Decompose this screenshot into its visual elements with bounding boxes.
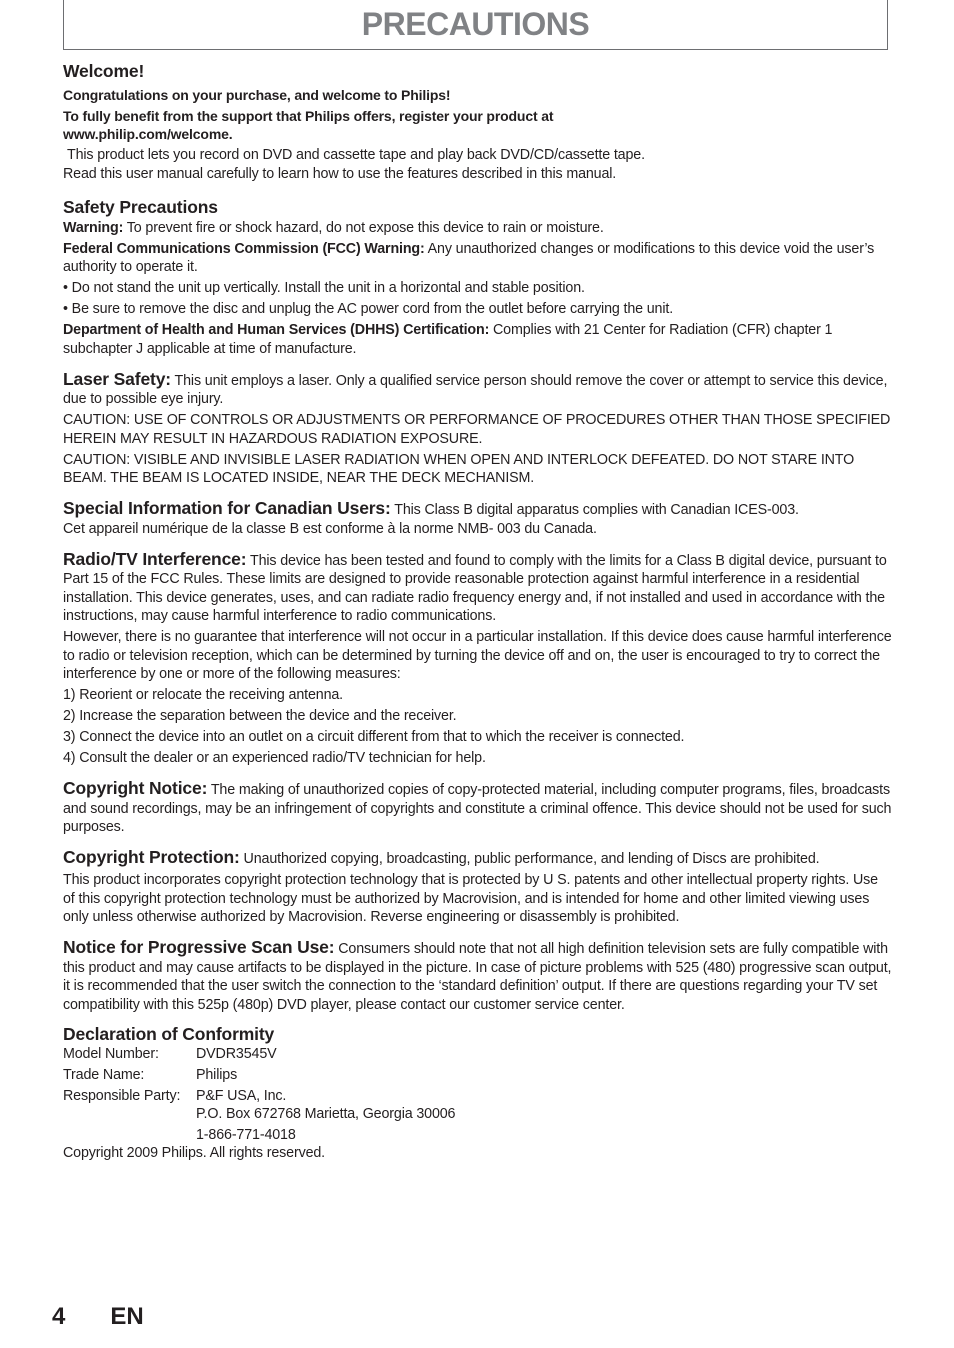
radio-measure-2: 2) Increase the separation between the device and the receiver. (63, 708, 457, 724)
radio-heading: Radio/TV Interference: (63, 548, 247, 569)
party-line-2: P.O. Box 672768 Marietta, Georgia 30006 (196, 1106, 456, 1122)
copyright-notice-heading: Copyright Notice: (63, 778, 208, 798)
welcome-body-2: Read this user manual carefully to learn how to use the features described in this manual. (63, 165, 617, 182)
model-label: Model Number: (63, 1045, 159, 1062)
canadian-heading: Special Information for Canadian Users: (63, 498, 391, 518)
welcome-body-1: This product lets you record on DVD and cassette tape and play back DVD/CD/cassette tape. (67, 147, 645, 163)
safety-bullet-2: • Be sure to remove the disc and unplug the AC power cord from the outlet before carrying the unit. (63, 301, 674, 317)
warning-label: Warning: (63, 219, 124, 236)
copyright-protection-section (63, 848, 893, 927)
fcc-label: Federal Communications Commission (FCC) Warning: (63, 240, 425, 257)
safety-fcc (63, 240, 893, 277)
copyright-line: Copyright 2009 Philips. All rights reserved. (63, 1145, 325, 1161)
copyright-protection-heading: Copyright Protection: (63, 847, 240, 867)
copyright-notice-body: The making of unauthorized copies of copy-protected material, including computer programs, files, broadcasts and sound recordings, may be an infringement of copyrights and constitute a criminal offence. This device should not be used for such purposes. (63, 782, 892, 835)
warning-text: To prevent fire or shock hazard, do not expose this device to rain or moisture. (123, 219, 604, 236)
radio-text: This device has been tested and found to comply with the limits for a Class B digital device, pursuant to Part 15 of the FCC Rules. These limits are designed to provide reasonable protection against harmful interference in a residential installation. This device generates, uses, and can radiate radio frequency energy and, if not installed and used in accordance with the instructions, may cause harmful interference to radio communications. (63, 552, 887, 624)
declaration-section (63, 1023, 893, 1145)
welcome-register: To fully benefit from the support that Philips offers, register your product at www.philip.com/welcome. (63, 108, 554, 142)
radio-measure-1: 1) Reorient or relocate the receiving antenna. (63, 687, 344, 703)
page-title: PRECAUTIONS (361, 6, 590, 42)
laser-text: This unit employs a laser. Only a qualified service person should remove the cover or attempt to service this device, due to possible eye injury. (63, 372, 888, 407)
party-label: Responsible Party: (63, 1087, 181, 1104)
language-code: EN (110, 1303, 144, 1330)
copyright-protection-text-2: This product incorporates copyright protection technology that is protected by U S. patents and other intellectual property rights. Use of this copyright protection technology must be authorized by Macrovision, and is intended for home and other limited viewing uses only unless otherwise authorized by Macrovision. Reverse engineering or disassembly is prohibited. (63, 872, 878, 925)
safety-dhhs (63, 321, 893, 358)
radio-however: However, there is no guarantee that interference will not occur in a particular installation. If this device does cause harmful interference to radio or television reception, which can be determined by turning the device off and on, the user is encouraged to try to correct the interference by one or more of the following measures: (63, 629, 892, 682)
fcc-text: Any unauthorized changes or modifications to this device void the user’s authority to operate it. (63, 240, 875, 275)
safety-bullet-1: • Do not stand the unit up vertically. Install the unit in a horizontal and stable position. (63, 280, 585, 296)
title-banner (63, 0, 888, 50)
radio-section (63, 550, 893, 768)
copyright-notice-text (63, 779, 893, 837)
dhhs-label: Department of Health and Human Services (DHHS) Certification: (63, 322, 490, 338)
progressive-body: Consumers should note that not all high definition television sets are fully compatible with this product and may cause artifacts to be displayed in the picture. In case of picture problems with 525 (480) progressive scan output, it is recommended that the user switch the connection to the ‘standard definition’ output. If there are questions regarding your TV set compatibility with this 525p (480p) DVD player, please contact our customer service center. (63, 941, 892, 1013)
radio-measure-4: 4) Consult the dealer or an experienced radio/TV technician for help. (63, 750, 486, 766)
canadian-text: This Class B digital apparatus complies with Canadian ICES-003. (390, 502, 799, 518)
progressive-text (63, 938, 893, 1014)
welcome-section (63, 60, 893, 183)
laser-intro (63, 370, 893, 409)
radio-intro (63, 550, 893, 626)
party-line-3: 1-866-771-4018 (196, 1126, 296, 1143)
dhhs-text: Complies with 21 Center for Radiation (CFR) chapter 1 subchapter J applicable at time of manufacture. (63, 322, 833, 357)
trade-label: Trade Name: (63, 1066, 145, 1083)
declaration-table (63, 1045, 893, 1145)
welcome-congrats: Congratulations on your purchase, and welcome to Philips! (63, 87, 451, 103)
party-value (196, 1087, 893, 1145)
canadian-french: Cet appareil numérique de la classe B est conforme à la norme NMB- 003 du Canada. (63, 520, 597, 537)
party-line-1: P&F USA, Inc. (196, 1087, 287, 1104)
trade-value: Philips (196, 1066, 238, 1083)
copyright-protection-intro (63, 848, 893, 869)
precautions-content (63, 60, 893, 1165)
progressive-section (63, 938, 893, 1014)
declaration-heading: Declaration of Conformity (63, 1023, 275, 1044)
safety-heading: Safety Precautions (63, 196, 218, 217)
welcome-heading: Welcome! (63, 61, 145, 81)
laser-caution-2: CAUTION: VISIBLE AND INVISIBLE LASER RADIATION WHEN OPEN AND INTERLOCK DEFEATED. DO NOT STARE INTO BEAM. THE BEAM IS LOCATED INSIDE, NEAR THE DECK MECHANISM. (63, 451, 855, 486)
page-footer (52, 1303, 144, 1331)
safety-warning (63, 219, 893, 238)
canadian-section (63, 499, 893, 538)
radio-measure-3: 3) Connect the device into an outlet on a circuit different from that to which the receiver is connected. (63, 729, 685, 745)
page-number: 4 (52, 1303, 66, 1330)
progressive-heading: Notice for Progressive Scan Use: (63, 937, 335, 957)
canadian-intro (63, 499, 893, 520)
laser-caution-1: CAUTION: USE OF CONTROLS OR ADJUSTMENTS OR PERFORMANCE OF PROCEDURES OTHER THAN THOSE SPECIFIED HEREIN MAY RESULT IN HAZARDOUS RADIATION EXPOSURE. (63, 412, 891, 447)
copyright-protection-text: Unauthorized copying, broadcasting, public performance, and lending of Discs are prohibited. (239, 851, 820, 867)
model-value: DVDR3545V (196, 1045, 277, 1062)
copyright-notice-section (63, 779, 893, 837)
laser-section (63, 370, 893, 488)
laser-heading: Laser Safety: (63, 368, 171, 389)
safety-section (63, 196, 893, 359)
